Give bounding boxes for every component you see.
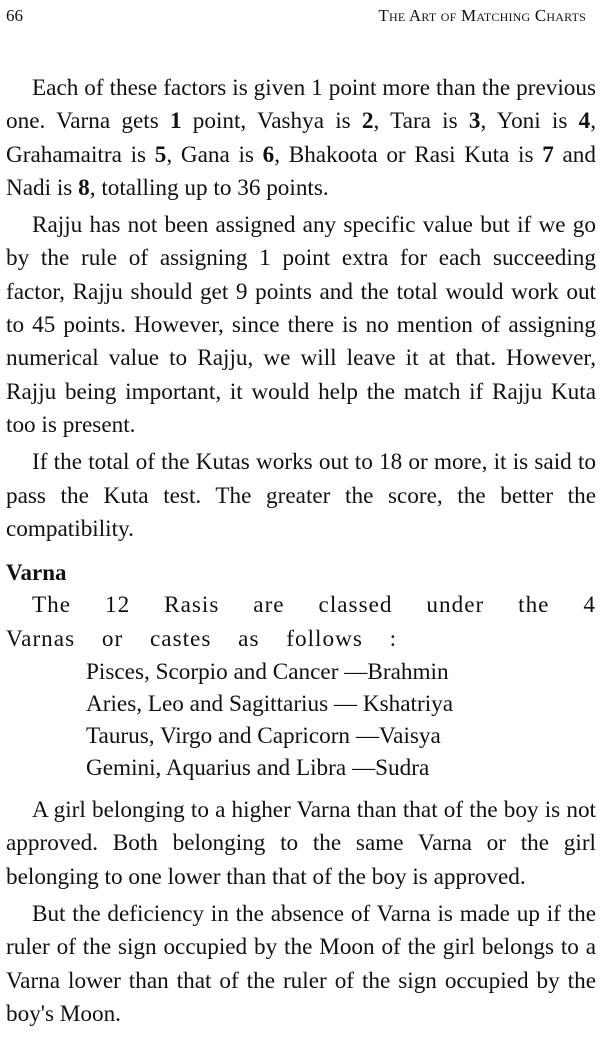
running-title: The Art of Matching Charts xyxy=(378,6,586,25)
page-body xyxy=(6,72,596,1031)
paragraph-varna-intro: The 12 Rasis are classed under the 4 Varnas or castes as follows : xyxy=(6,592,596,652)
list-item: Pisces, Scorpio and Cancer —Brahmin xyxy=(86,659,449,686)
paragraph-points: Each of these factors is given 1 point more than the previous one. Varna gets 1 point, Vashya is 2, Tara is 3, Yoni is 4, Grahamaitra is 5, Gana is 6, Bhakoota or Rasi Kuta is 7 and Nadi is 8, totalling up to 36 points. xyxy=(6,75,596,201)
paragraph-varna-approval: A girl belonging to a higher Varna than that of the boy is not approved. Both belonging to the same Varna or the girl belonging to one lower than that of the boy is approved. xyxy=(6,797,596,890)
list-item: Gemini, Aquarius and Libra —Sudra xyxy=(86,755,430,782)
varna-list xyxy=(6,656,596,784)
list-item: Taurus, Virgo and Capricorn —Vaisya xyxy=(86,723,441,750)
paragraph-kuta-test: If the total of the Kutas works out to 18 or more, it is said to pass the Kuta test. The greater the score, the better the compatibility. xyxy=(6,449,596,542)
paragraph-varna-deficiency: But the deficiency in the absence of Varna is made up if the ruler of the sign occupied by the Moon of the girl belongs to a Varna lower than that of the ruler of the sign occupied by the boy's Moon. xyxy=(6,900,596,1027)
page-number: 66 xyxy=(6,6,23,25)
page-header xyxy=(6,6,586,30)
paragraph-rajju: Rajju has not been assigned any specific value but if we go by the rule of assigning 1 point extra for each succeeding factor, Rajju should get 9 points and the total would work out to 45 points. However, since there is no mention of assigning numerical value to Rajju, we will leave it at that. However, Rajju being important, it would help the match if Rajju Kuta too is present. xyxy=(6,212,596,438)
section-heading-varna: Varna xyxy=(6,560,67,586)
list-item: Aries, Leo and Sagittarius — Kshatriya xyxy=(86,691,454,718)
